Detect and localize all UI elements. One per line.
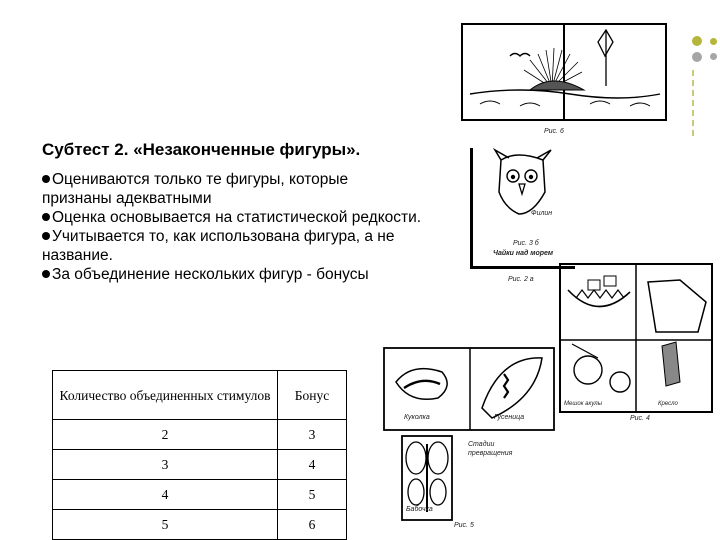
figure-4 bbox=[558, 262, 716, 422]
cell-bonus: 3 bbox=[278, 420, 347, 450]
owl-name: Филин bbox=[531, 210, 553, 217]
decor-dot-olive bbox=[692, 36, 702, 46]
decor-dot-gray bbox=[692, 52, 702, 62]
cell-bonus: 4 bbox=[278, 450, 347, 480]
table-row bbox=[53, 450, 347, 480]
figure-5-mid-caption: Стадии превращения bbox=[468, 441, 513, 457]
figure-5 bbox=[382, 346, 558, 536]
owl-drawing bbox=[473, 148, 569, 224]
figure-3b-label: Рис. 3 б bbox=[513, 240, 539, 247]
figure-2a-caption: Рис. 2 а bbox=[508, 276, 534, 283]
bullet-item: Учитывается то, как использована фигура, а не название. bbox=[42, 228, 395, 264]
cell-count: 5 bbox=[53, 510, 278, 540]
figure-4-label: Рис. 4 bbox=[630, 415, 650, 422]
table-row bbox=[53, 420, 347, 450]
bullet-list bbox=[42, 170, 422, 284]
bullet-item: За объединение нескольких фигур - бонусы bbox=[42, 265, 422, 284]
figure-5-top-left-caption: Куколка bbox=[404, 414, 430, 421]
header-bonus: Бонус bbox=[278, 371, 347, 420]
figure-5-bottom-caption: Бабочка bbox=[406, 506, 433, 513]
figure-6 bbox=[460, 20, 670, 135]
shark-armchair-drawing bbox=[558, 262, 716, 414]
decor-dot-gray-small bbox=[710, 53, 717, 60]
header-count: Количество объединенных стимулов bbox=[53, 371, 278, 420]
figure-5-top-right-caption: Гусеница bbox=[494, 414, 525, 421]
decor-dot-olive-small bbox=[710, 38, 717, 45]
figure-5-label: Рис. 5 bbox=[454, 522, 474, 529]
figure-3b-caption: Чайки над морем bbox=[493, 250, 554, 257]
metamorphosis-drawing bbox=[382, 346, 558, 522]
cell-count: 3 bbox=[53, 450, 278, 480]
cell-bonus: 5 bbox=[278, 480, 347, 510]
bullet-icon bbox=[42, 175, 50, 183]
slide-title: Субтест 2. «Незаконченные фигуры». bbox=[42, 140, 361, 159]
cell-count: 4 bbox=[53, 480, 278, 510]
figure-6-caption: Рис. 6 bbox=[544, 128, 564, 135]
table-row bbox=[53, 480, 347, 510]
table-row bbox=[53, 510, 347, 540]
bullet-item: Оцениваются только те фигуры, которые признаны адекватными bbox=[42, 171, 349, 207]
table-header-row bbox=[53, 371, 347, 420]
bullet-item: Оценка основывается на статистической редкости. bbox=[42, 208, 422, 227]
bullet-icon bbox=[42, 232, 50, 240]
figure-3b bbox=[470, 148, 575, 269]
landscape-drawing bbox=[460, 20, 670, 126]
decor-dashed-line bbox=[692, 70, 694, 136]
figure-4-right-caption: Кресло bbox=[658, 401, 678, 407]
figure-4-left-caption: Мешок акулы bbox=[564, 401, 603, 407]
cell-count: 2 bbox=[53, 420, 278, 450]
bullet-icon bbox=[42, 213, 50, 221]
bonus-table bbox=[52, 370, 347, 540]
bullet-icon bbox=[42, 270, 50, 278]
cell-bonus: 6 bbox=[278, 510, 347, 540]
